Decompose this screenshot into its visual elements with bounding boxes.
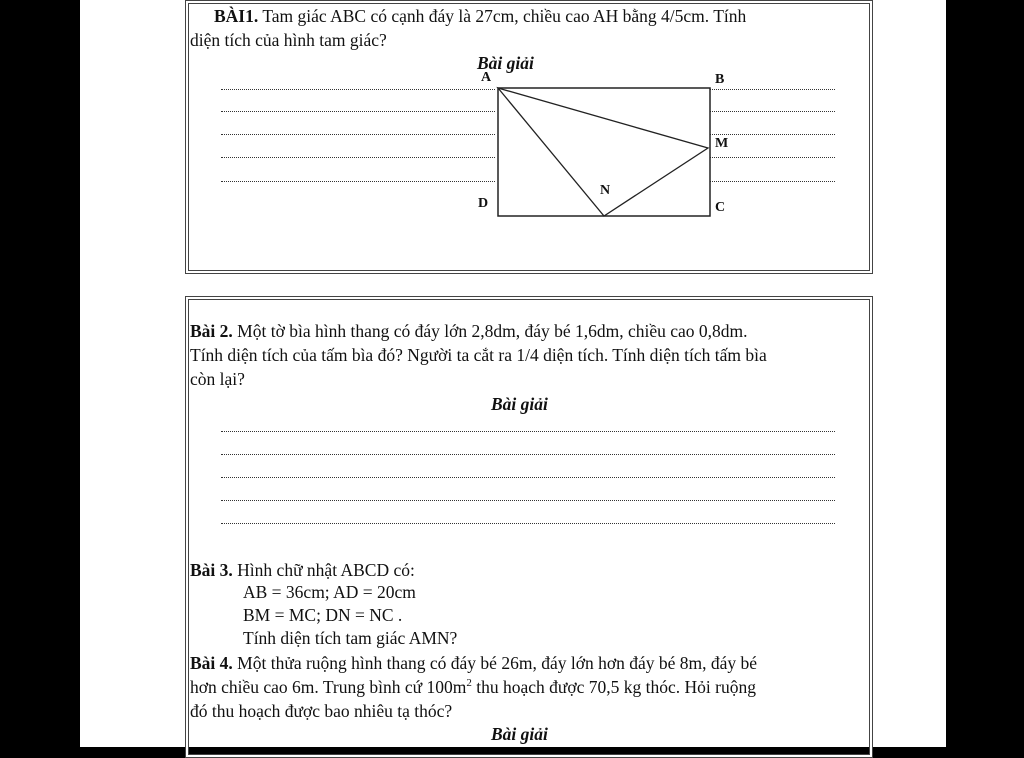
exercise-1-heading: BÀI1. [214, 6, 259, 26]
exercise-4-solution-label: Bài giải [491, 724, 548, 744]
answer-line [710, 89, 835, 90]
exercise-3-line-1 [190, 559, 415, 581]
exercise-4-text-2a: hơn chiều cao 6m. Trung bình cứ 100m [190, 677, 467, 697]
exercise-4-text-2b: thu hoạch được 70,5 kg thóc. Hỏi ruộng [471, 677, 756, 697]
answer-line [221, 500, 835, 501]
exercise-2-solution-label: Bài giải [491, 394, 548, 414]
answer-line [221, 134, 495, 135]
answer-line [221, 111, 495, 112]
answer-line [221, 181, 495, 182]
worksheet-page [80, 0, 946, 747]
exercise-3-heading: Bài 3. [190, 560, 233, 580]
exercise-2-heading: Bài 2. [190, 321, 233, 341]
exercise-1-solution-label: Bài giải [477, 53, 534, 73]
answer-line [710, 157, 835, 158]
exercise-3-line-2: AB = 36cm; AD = 20cm [243, 582, 416, 602]
answer-line [710, 181, 835, 182]
exercise-1-line-2: diện tích của hình tam giác? [190, 30, 387, 50]
answer-line [221, 454, 835, 455]
answer-line [221, 431, 835, 432]
label-c: C [715, 200, 726, 215]
exercise-4-heading: Bài 4. [190, 653, 233, 673]
exercise-3-text-1: Hình chữ nhật ABCD có: [237, 560, 415, 580]
exercise-2-line-2: Tính diện tích của tấm bìa đó? Người ta cắt ra 1/4 diện tích. Tính diện tích tấm bìa [190, 345, 767, 365]
rectangle-abcd-figure [480, 70, 720, 230]
exercise-4-superscript: 2 [466, 677, 472, 690]
label-n: N [600, 183, 611, 198]
answer-line [710, 134, 835, 135]
exercise-1-text-1: Tam giác ABC có cạnh đáy là 27cm, chiều cao AH bằng 4/5cm. Tính [262, 6, 747, 26]
label-b: B [715, 72, 725, 87]
exercise-4-text-1: Một thửa ruộng hình thang có đáy bé 26m, đáy lớn hơn đáy bé 8m, đáy bé [237, 653, 758, 673]
answer-line [710, 111, 835, 112]
exercise-3-line-3: BM = MC; DN = NC . [243, 605, 403, 625]
exercise-4-line-2 [190, 676, 756, 698]
label-a: A [481, 70, 492, 85]
answer-line [221, 157, 495, 158]
answer-line [221, 89, 495, 90]
exercise-4-line-1 [190, 652, 757, 674]
label-d: D [478, 196, 489, 211]
exercise-2-text-1: Một tờ bìa hình thang có đáy lớn 2,8dm, đáy bé 1,6dm, chiều cao 0,8dm. [237, 321, 748, 341]
exercise-2-line-1 [190, 320, 748, 342]
answer-line [221, 477, 835, 478]
exercise-2-line-3: còn lại? [190, 369, 245, 389]
exercise-3-line-4: Tính diện tích tam giác AMN? [243, 628, 458, 648]
label-m: M [715, 136, 729, 151]
answer-line [221, 523, 835, 524]
exercise-1-line-1 [214, 5, 746, 27]
exercise-4-line-3: đó thu hoạch được bao nhiêu tạ thóc? [190, 701, 453, 721]
